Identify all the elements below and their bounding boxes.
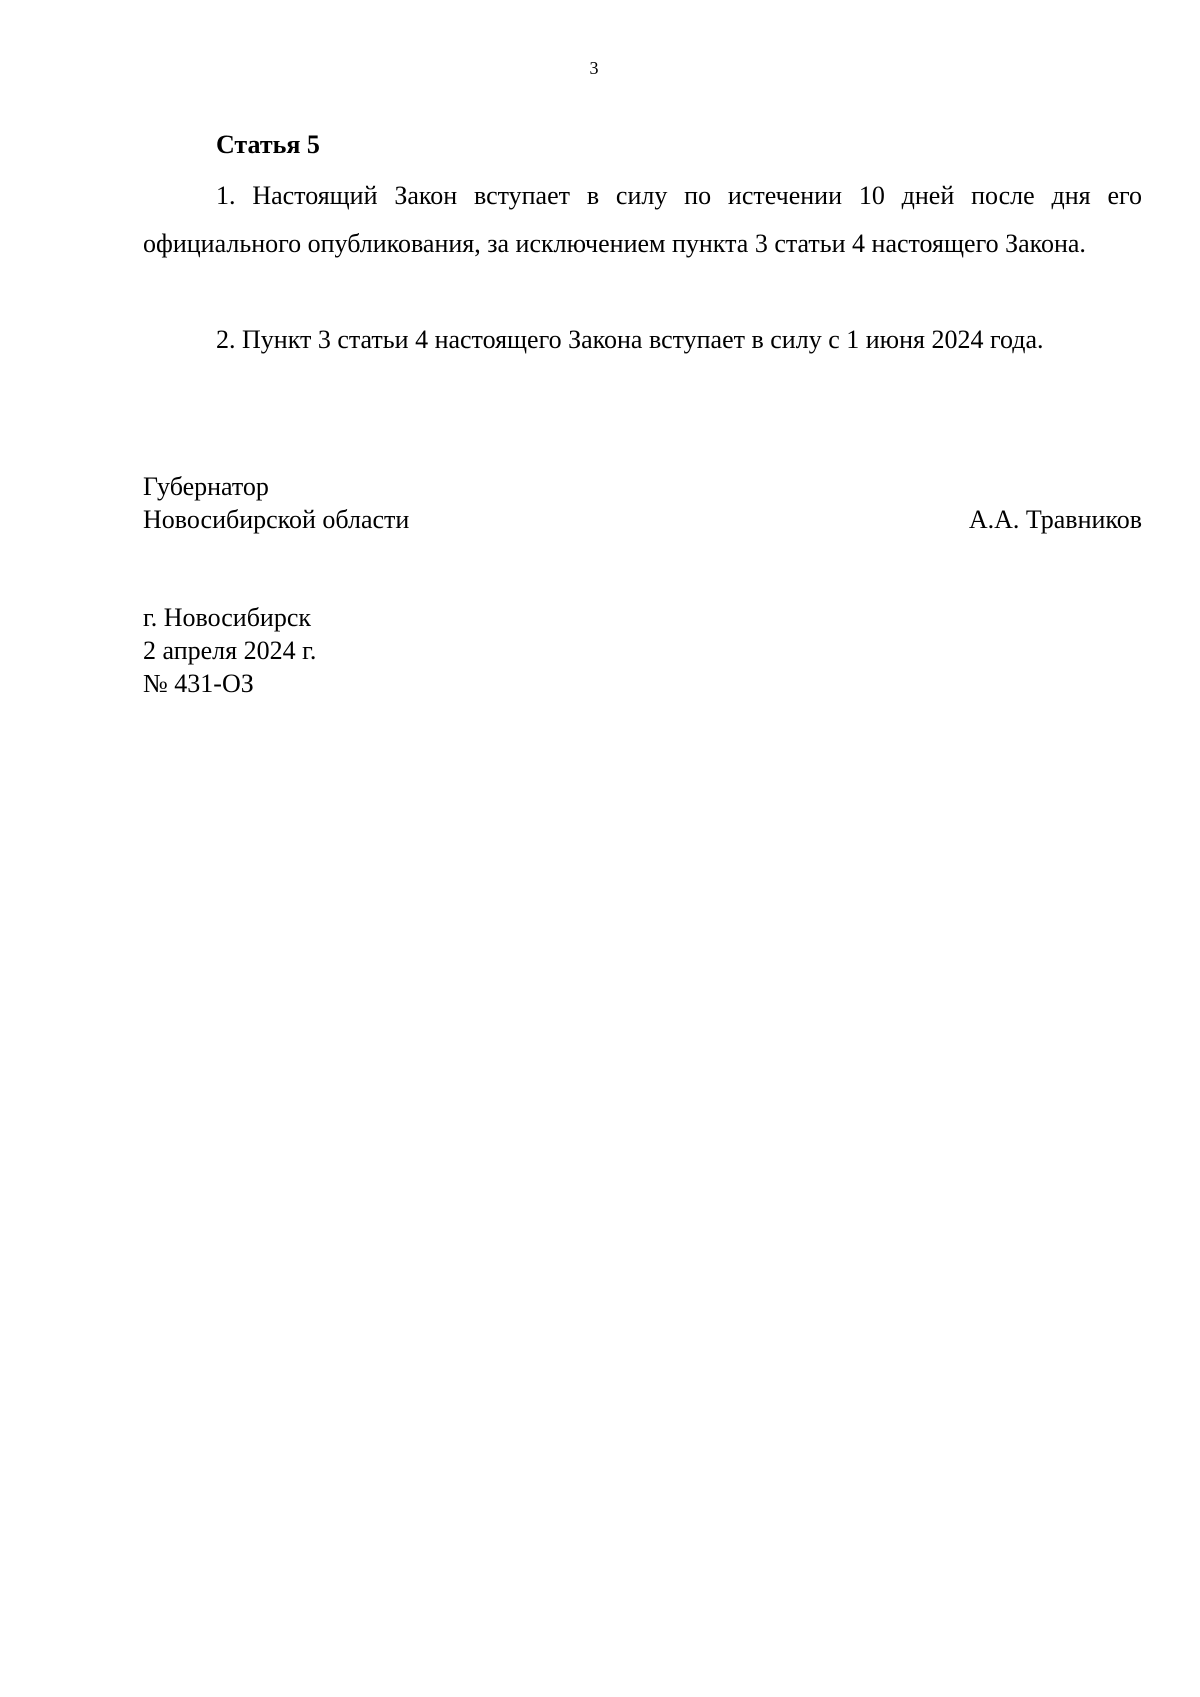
issue-details [143,601,316,700]
issue-place: г. Новосибирск [143,603,312,632]
signatory-position [143,470,409,536]
article-paragraph-1: 1. Настоящий Закон вступает в силу по истечении 10 дней после дня его официального опубликования, за исключением пункта 3 статьи 4 настоящего Закона. [143,181,1142,258]
signatory-position-line-2: Новосибирской области [143,505,410,534]
signatory-position-line-1: Губернатор [143,472,269,501]
law-number: № 431-ОЗ [143,669,254,698]
issue-date: 2 апреля 2024 г. [143,636,317,665]
signatory-name: А.А. Травников [968,505,1142,534]
article-title: Статья 5 [216,130,320,159]
article-paragraph-2: 2. Пункт 3 статьи 4 настоящего Закона вступает в силу с 1 июня 2024 года. [216,325,1044,354]
page-number: 3 [589,58,599,78]
